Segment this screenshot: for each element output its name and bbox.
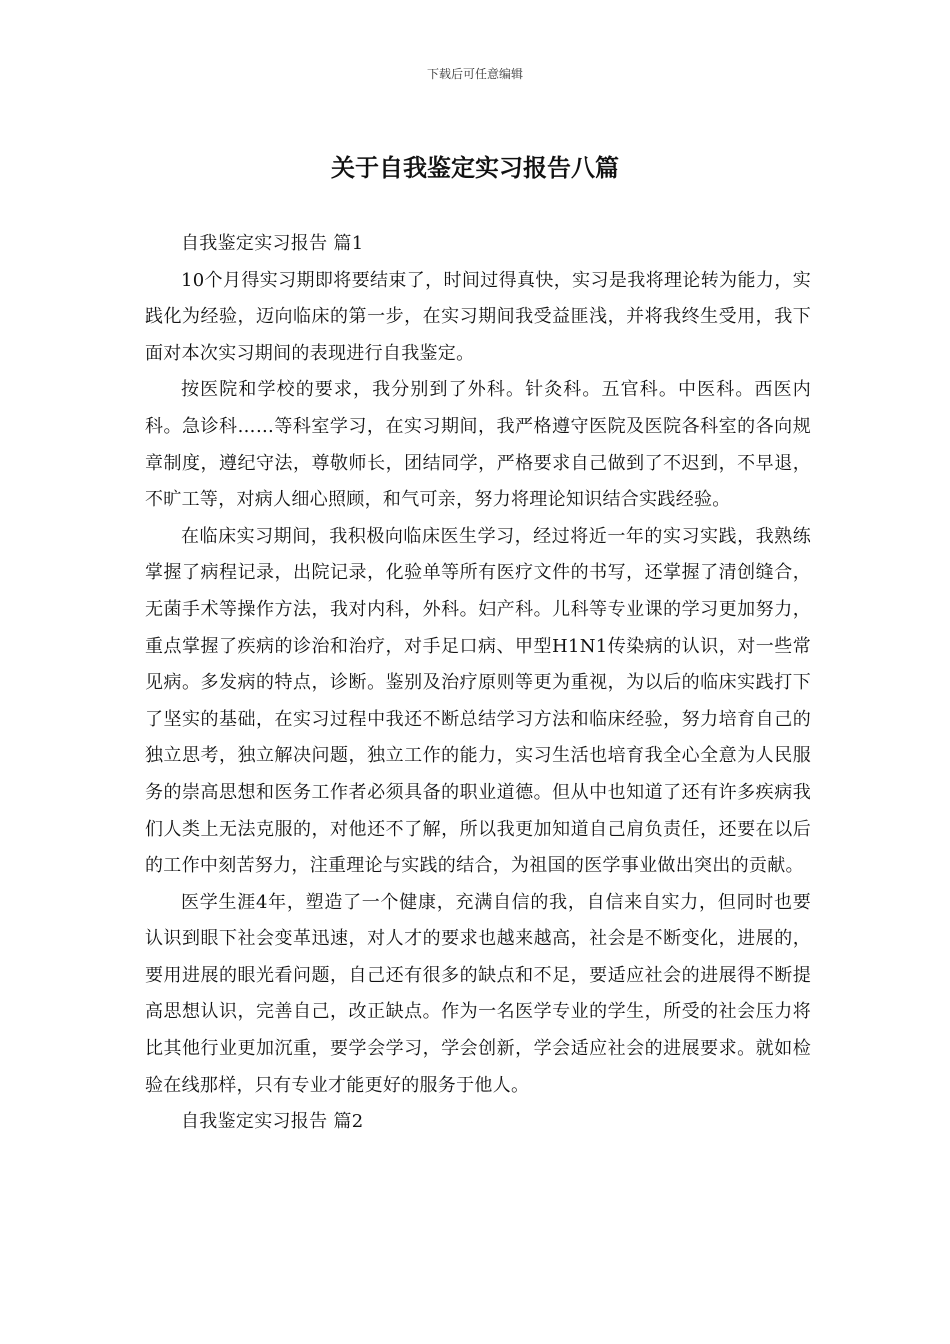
page-header: 下载后可任意编辑 [426, 67, 523, 81]
section-heading-1: 自我鉴定实习报告 篇1 [181, 233, 364, 254]
paragraph-2: 按医院和学校的要求，我分别到了外科。针灸科。五官科。中医科。西医内科。急诊科……等科室学习，在实习期间，我严格遵守医院及医院各科室的各向规章制度，遵纪守法，尊敬师长，团结同学，严格要求自己做到了不迟到，不早退，不旷工等，对病人细心照顾，和气可亲，努力将理论知识结合实践经验。 [145, 379, 811, 511]
paragraph-3: 在临床实习期间，我积极向临床医生学习，经过将近一年的实习实践，我熟练掌握了病程记录，出院记录，化验单等所有医疗文件的书写，还掌握了清创缝合，无菌手术等操作方法，我对内科，外科。妇产科。儿科等专业课的学习更加努力，重点掌握了疾病的诊治和治疗，对手足口病、甲型H1N1传染病的认识，对一些常见病。多发病的特点，诊断。鉴别及治疗原则等更为重视，为以后的临床实践打下了坚实的基础，在实习过程中我还不断总结学习方法和临床经验，努力培育自己的独立思考，独立解决问题，独立工作的能力，实习生活也培育我全心全意为人民服务的崇高思想和医务工作者必须具备的职业道德。但从中也知道了还有许多疾病我们人类上无法克服的，对他还不了解，所以我更加知道自己肩负责任，还要在以后的工作中刻苦努力，注重理论与实践的结合，为祖国的医学事业做出突出的贡献。 [145, 525, 811, 877]
document-title: 关于自我鉴定实习报告八篇 [331, 153, 619, 182]
paragraph-1: 10个月得实习期即将要结束了，时间过得真快，实习是我将理论转为能力，实践化为经验，迈向临床的第一步，在实习期间我受益匪浅，并将我终生受用，我下面对本次实习期间的表现进行自我鉴定。 [145, 269, 811, 364]
paragraph-4: 医学生涯4年，塑造了一个健康，充满自信的我，自信来自实力，但同时也要认识到眼下社会变革迅速，对人才的要求也越来越高，社会是不断变化，进展的，要用进展的眼光看问题，自己还有很多的缺点和不足，要适应社会的进展得不断提高思想认识，完善自己，改正缺点。作为一名医学专业的学生，所受的社会压力将比其他行业更加沉重，要学会学习，学会创新，学会适应社会的进展要求。就如检验在线那样，只有专业才能更好的服务于他人。 [145, 891, 811, 1096]
section-heading-2: 自我鉴定实习报告 篇2 [181, 1111, 364, 1133]
document-body [145, 226, 811, 1141]
